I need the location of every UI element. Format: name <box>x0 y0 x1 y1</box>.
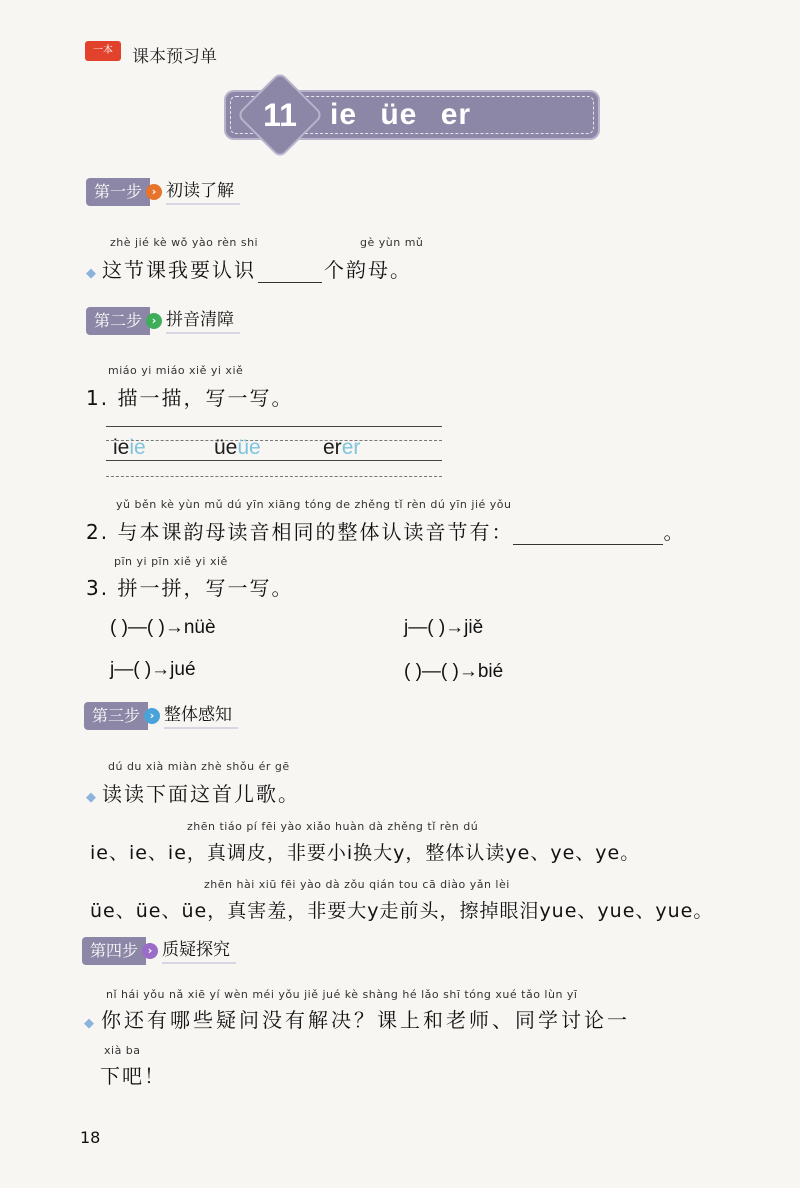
diamond-bullet-icon: ◆ <box>86 266 98 281</box>
question-2: 2. 与本课韵母读音相同的整体认读音节有： 。 <box>86 520 686 544</box>
step-1-name: 初读了解 <box>166 179 240 205</box>
trace-item[interactable]: erer <box>323 436 361 459</box>
answer-blank[interactable] <box>258 260 322 283</box>
step-4-question-end: 下吧！ <box>100 1064 166 1088</box>
step-4-tag: 第四步 <box>82 937 146 965</box>
step-4-name: 质疑探究 <box>162 938 236 964</box>
question-1: 1. 描一描，写一写。 <box>86 386 294 410</box>
writing-line <box>106 476 442 477</box>
pinyin-line: gè yùn mǔ <box>360 236 424 249</box>
step-1-tag: 第一步 <box>86 178 150 206</box>
arrow-right-icon: › <box>144 708 160 724</box>
step-1-label <box>86 178 240 206</box>
rhyme-line-1: ie、ie、ie，真调皮，非要小i换大y，整体认读ye、ye、ye。 <box>90 842 641 864</box>
pinyin-line: zhēn hài xiū fēi yào dà zǒu qián tou cā diào yǎn lèi <box>204 878 510 891</box>
question-3: 3. 拼一拼，写一写。 <box>86 576 294 600</box>
rhyme-line-2: üe、üe、üe，真害羞，非要大y走前头，擦掉眼泪yue、yue、yue。 <box>90 900 714 922</box>
step-2-label <box>86 307 240 335</box>
trace-item[interactable]: ieie <box>113 436 146 459</box>
step-4-label <box>82 937 236 965</box>
diamond-bullet-icon: ◆ <box>84 1016 97 1031</box>
spelling-exercise[interactable]: j—( )→jué <box>110 659 196 680</box>
writing-line <box>106 426 442 427</box>
header-title: 课本预习单 <box>132 47 217 67</box>
pinyin-line: zhēn tiáo pí fēi yào xiǎo huàn dà zhěng tǐ rèn dú <box>187 820 479 833</box>
pinyin-line: pīn yi pīn xiě yi xiě <box>114 555 228 568</box>
answer-blank[interactable] <box>513 520 663 545</box>
step-3-name: 整体感知 <box>164 703 238 729</box>
step-3-intro: ◆ 读读下面这首儿歌。 <box>86 782 300 806</box>
pinyin-line: zhè jié kè wǒ yào rèn shi <box>110 236 259 249</box>
question-text: 这节课我要认识 <box>102 258 256 282</box>
writing-line <box>106 460 442 461</box>
lesson-number: 11 <box>263 97 297 133</box>
pinyin-line: nǐ hái yǒu nǎ xiē yí wèn méi yǒu jiě jué kè shàng hé lǎo shī tóng xué tǎo lùn yī <box>106 988 578 1001</box>
step-4-question: ◆ 你还有哪些疑问没有解决？课上和老师、同学讨论一 <box>84 1008 630 1032</box>
arrow-right-icon: › <box>146 313 162 329</box>
spelling-exercise[interactable]: j—( )→jiě <box>404 617 484 638</box>
step-2-tag: 第二步 <box>86 307 150 335</box>
brand-logo: 一本 <box>85 41 121 61</box>
step-2-name: 拼音清障 <box>166 308 240 334</box>
pinyin-line: yǔ běn kè yùn mǔ dú yīn xiāng tóng de zhěng tǐ rèn dú yīn jié yǒu <box>116 498 512 511</box>
pinyin-line: miáo yi miáo xiě yi xiě <box>108 364 244 377</box>
arrow-right-icon: › <box>142 943 158 959</box>
question-text: 个韵母。 <box>324 258 412 282</box>
arrow-right-icon: › <box>146 184 162 200</box>
step-3-label <box>84 702 238 730</box>
pinyin-line: dú du xià miàn zhè shǒu ér gē <box>108 760 290 773</box>
spelling-exercise[interactable]: ( )—( )→nüè <box>110 617 216 638</box>
step-3-tag: 第三步 <box>84 702 148 730</box>
diamond-bullet-icon: ◆ <box>86 790 98 805</box>
trace-item[interactable]: üeüe <box>214 436 261 459</box>
page-number: 18 <box>80 1128 101 1147</box>
step-1-question <box>86 254 412 283</box>
spelling-exercise[interactable]: ( )—( )→bié <box>404 661 504 682</box>
question-text: 2. 与本课韵母读音相同的整体认读音节有： <box>86 520 514 544</box>
lesson-title: ie üe er <box>330 98 472 131</box>
pinyin-line: xià ba <box>104 1044 141 1057</box>
writing-line <box>106 440 442 441</box>
